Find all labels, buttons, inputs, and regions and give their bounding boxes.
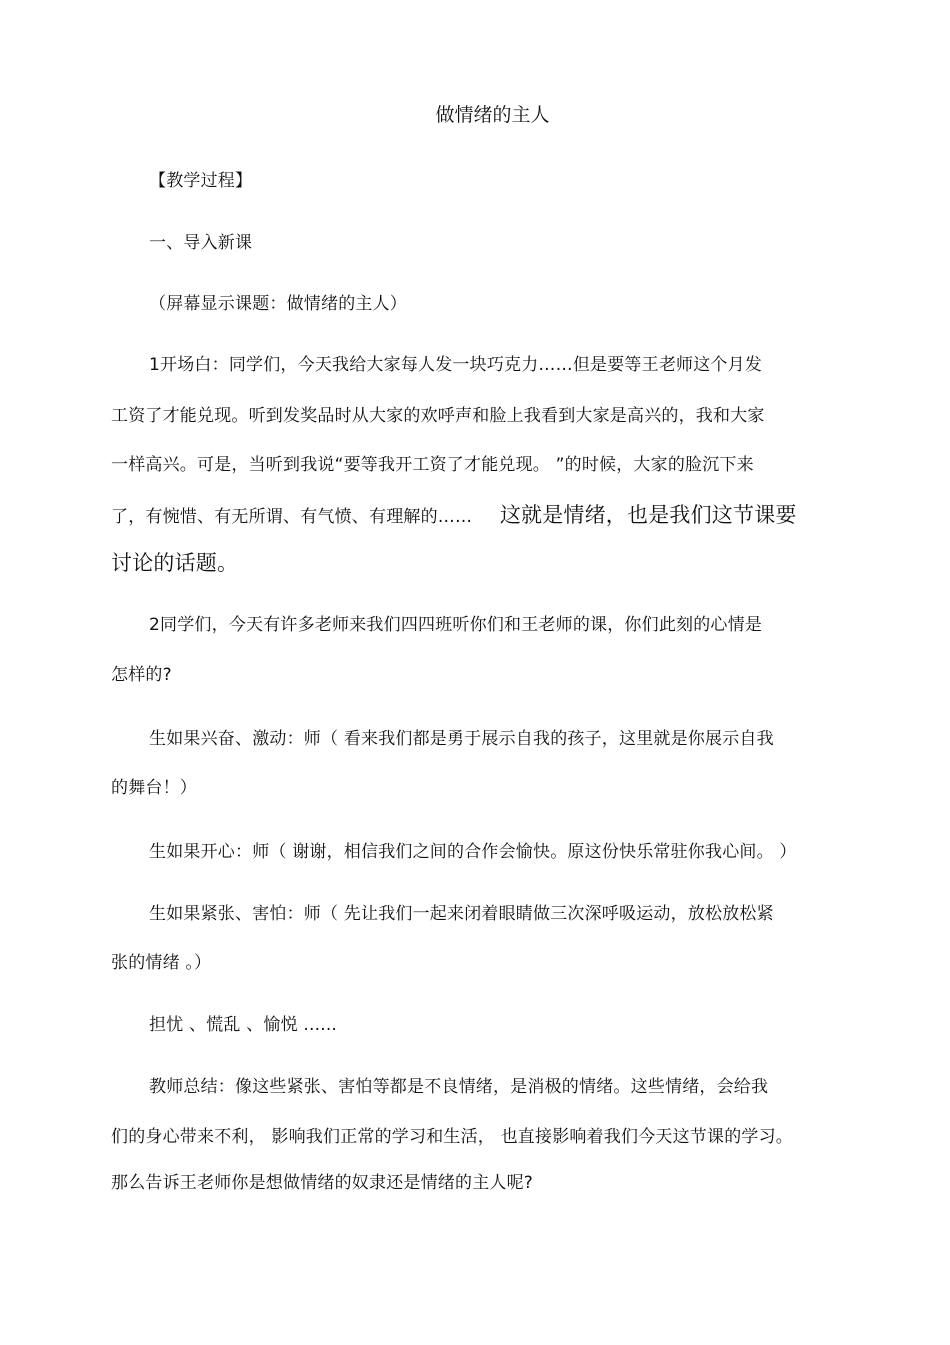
paragraph-2-line-1: 2同学们，今天有许多老师来我们四四班听你们和王老师的课，你们此刻的心情是	[149, 615, 763, 635]
paragraph-3-line-1: 生如果兴奋、激动：师（ 看来我们都是勇于展示自我的孩子，这里就是你展示自我	[149, 729, 774, 749]
paragraph-1-line-2: 工资了才能兑现。听到发奖品时从大家的欢呼声和脸上我看到大家是高兴的，我和大家	[111, 406, 765, 426]
paragraph-2-line-2: 怎样的?	[111, 665, 172, 685]
paragraph-4-line-1: 生如果开心：师（ 谢谢，相信我们之间的合作会愉快。原这份快乐常驻你我心间。 ）	[149, 842, 797, 862]
paragraph-1-line-5: 讨论的话题。	[111, 551, 239, 575]
paragraph-6-line-1: 担忧 、慌乱 、愉悦 ......	[149, 1015, 338, 1035]
section-header: 【教学过程】	[149, 171, 253, 191]
document-title: 做情绪的主人	[435, 104, 550, 126]
paragraph-7-line-3: 那么告诉王老师你是想做情绪的奴隶还是情绪的主人呢?	[111, 1173, 534, 1193]
paragraph-1-line-1: 1开场白：同学们，今天我给大家每人发一块巧克力……但是要等王老师这个月发	[149, 355, 763, 375]
paragraph-7-line-2: 们的身心带来不利， 影响我们正常的学习和生活， 也直接影响着我们今天这节课的学习。	[111, 1127, 794, 1147]
paragraph-1-line-4	[111, 504, 797, 528]
paragraph-1-line-4-part-b: 这就是情绪，也是我们这节课要	[499, 503, 797, 527]
paragraph-7-line-1: 教师总结：像这些紧张、害怕等都是不良情绪，是消极的情绪。这些情绪，会给我	[149, 1077, 769, 1097]
paragraph-3-line-2: 的舞台！）	[111, 778, 197, 798]
paragraph-5-line-2: 张的情绪 。）	[111, 953, 212, 973]
part-one-heading: 一、导入新课	[149, 233, 253, 253]
screen-note: （屏幕显示课题：做情绪的主人）	[149, 294, 407, 314]
paragraph-1-line-3: 一样高兴。可是，当听到我说“要等我开工资了才能兑现。 ”的时候，大家的脸沉下来	[111, 455, 754, 475]
paragraph-1-line-4-part-a: 了，有惋惜、有无所谓、有气愤、有理解的……	[111, 507, 473, 527]
paragraph-5-line-1: 生如果紧张、害怕：师（ 先让我们一起来闭着眼睛做三次深呼吸运动，放松放松紧	[149, 904, 774, 924]
